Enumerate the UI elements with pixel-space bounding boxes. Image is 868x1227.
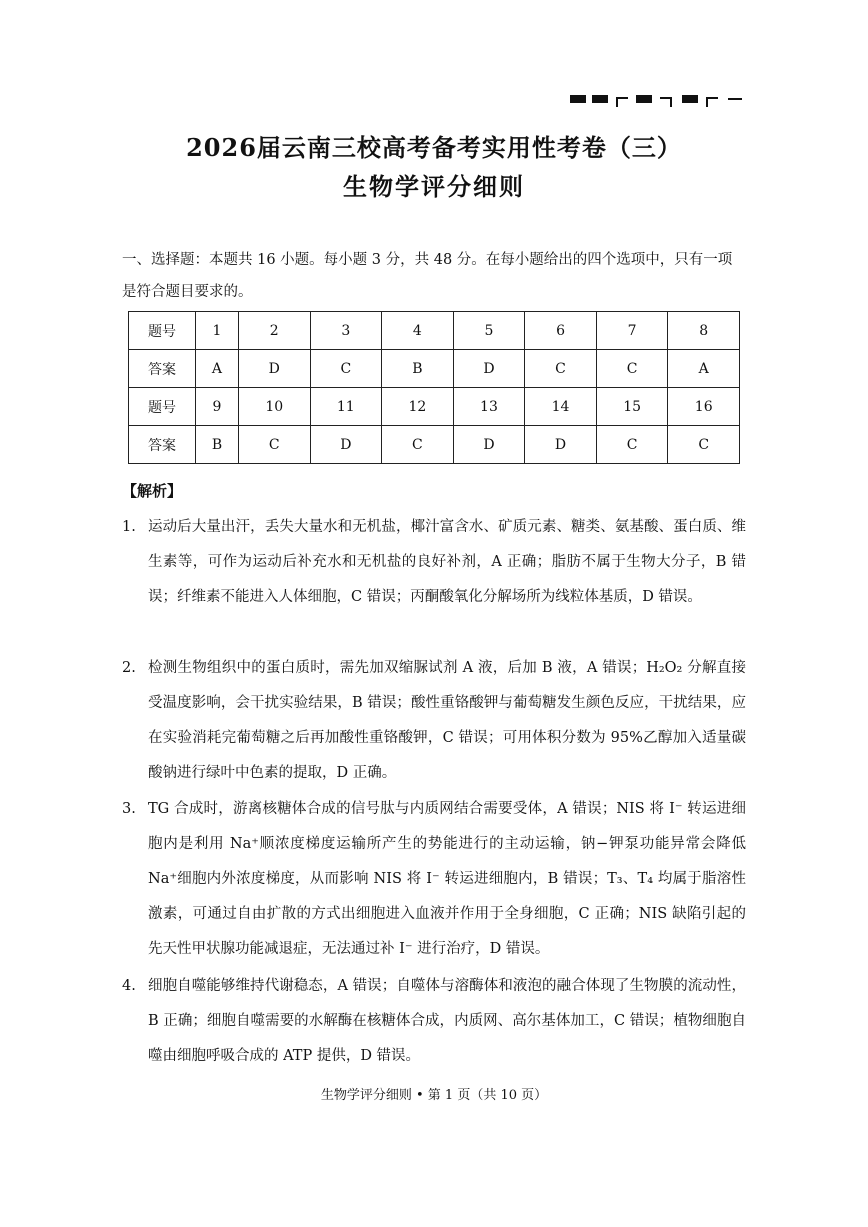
table-cell: 5 [453,312,525,350]
row-header-cell: 题号 [129,388,196,426]
table-cell: B [196,426,239,464]
section-instructions: 一、选择题：本题共 16 小题。每小题 3 分，共 48 分。在每小题给出的四个选项中，只有一项是符合题目要求的。 [122,252,733,300]
table-cell: 16 [668,388,740,426]
table-cell: A [196,350,239,388]
item-number: 3. [122,801,136,817]
table-row [129,312,740,350]
row-header-cell: 答案 [129,426,196,464]
table-cell: D [238,350,310,388]
table-cell: 9 [196,388,239,426]
table-cell: 13 [453,388,525,426]
table-cell: B [382,350,454,388]
registration-marks [570,95,745,109]
table-row [129,388,740,426]
table-cell: C [238,426,310,464]
answer-table [128,311,740,464]
item-text: 细胞自噬能够维持代谢稳态，A 错误；自噬体与溶酶体和液泡的融合体现了生物膜的流动性，B 正确；细胞自噬需要的水解酶在核糖体合成，内质网、高尔基体加工，C 错误；植物细胞自噬由细胞呼吸合成的 ATP 提供，D 错误。 [148,978,746,1064]
item-number: 1. [122,519,136,535]
analysis-item [122,651,746,791]
row-header-cell: 题号 [129,312,196,350]
table-cell: 10 [238,388,310,426]
table-cell: 3 [310,312,382,350]
analysis-item [122,792,746,967]
table-cell: C [596,426,668,464]
analysis-item [122,510,746,615]
table-cell: 6 [525,312,597,350]
item-text: TG 合成时，游离核糖体合成的信号肽与内质网结合需要受体，A 错误；NIS 将 I⁻ 转运进细胞内是利用 Na⁺顺浓度梯度运输所产生的势能进行的主动运输，钠−钾泵功能异常会降低 Na⁺细胞内外浓度梯度，从而影响 NIS 将 I⁻ 转运进细胞内，B 错误；T₃、T₄ 均属于脂溶性激素，可通过自由扩散的方式出细胞进入血液并作用于全身细胞，C 正确；NIS 缺陷引起的先天性甲状腺功能减退症，无法通过补 I⁻ 进行治疗，D 错误。 [148,801,746,957]
table-cell: C [382,426,454,464]
table-cell: 1 [196,312,239,350]
table-cell: 8 [668,312,740,350]
table-cell: C [310,350,382,388]
page-footer: 生物学评分细则 • 第 1 页（共 10 页） [320,1088,548,1103]
table-cell: A [668,350,740,388]
table-cell: D [310,426,382,464]
row-header-cell: 答案 [129,350,196,388]
table-cell: 11 [310,388,382,426]
item-number: 4. [122,978,136,994]
table-cell: 2 [238,312,310,350]
item-text: 检测生物组织中的蛋白质时，需先加双缩脲试剂 A 液，后加 B 液，A 错误；H₂O₂ 分解直接受温度影响，会干扰实验结果，B 错误；酸性重铬酸钾与葡萄糖发生颜色反应，干扰结果，应在实验消耗完葡萄糖之后再加酸性重铬酸钾，C 错误；可用体积分数为 95%乙醇加入适量碳酸钠进行绿叶中色素的提取，D 正确。 [148,660,746,781]
table-cell: 14 [525,388,597,426]
table-cell: C [596,350,668,388]
table-cell: D [525,426,597,464]
table-cell: 7 [596,312,668,350]
table-row [129,350,740,388]
table-cell: D [453,426,525,464]
table-cell: C [525,350,597,388]
table-cell: 15 [596,388,668,426]
document-title: 2026届云南三校高考备考实用性考卷（三） [186,133,682,162]
table-cell: D [453,350,525,388]
table-row [129,426,740,464]
table-cell: 12 [382,388,454,426]
table-cell: 4 [382,312,454,350]
table-cell: C [668,426,740,464]
item-number: 2. [122,660,136,676]
analysis-heading: 【解析】 [122,482,183,500]
analysis-item [122,969,746,1074]
document-subtitle: 生物学评分细则 [343,172,525,201]
item-text: 运动后大量出汗，丢失大量水和无机盐，椰汁富含水、矿质元素、糖类、氨基酸、蛋白质、维生素等，可作为运动后补充水和无机盐的良好补剂，A 正确；脂肪不属于生物大分子，B 错误；纤维素不能进入人体细胞，C 错误；丙酮酸氧化分解场所为线粒体基质，D 错误。 [148,519,746,605]
